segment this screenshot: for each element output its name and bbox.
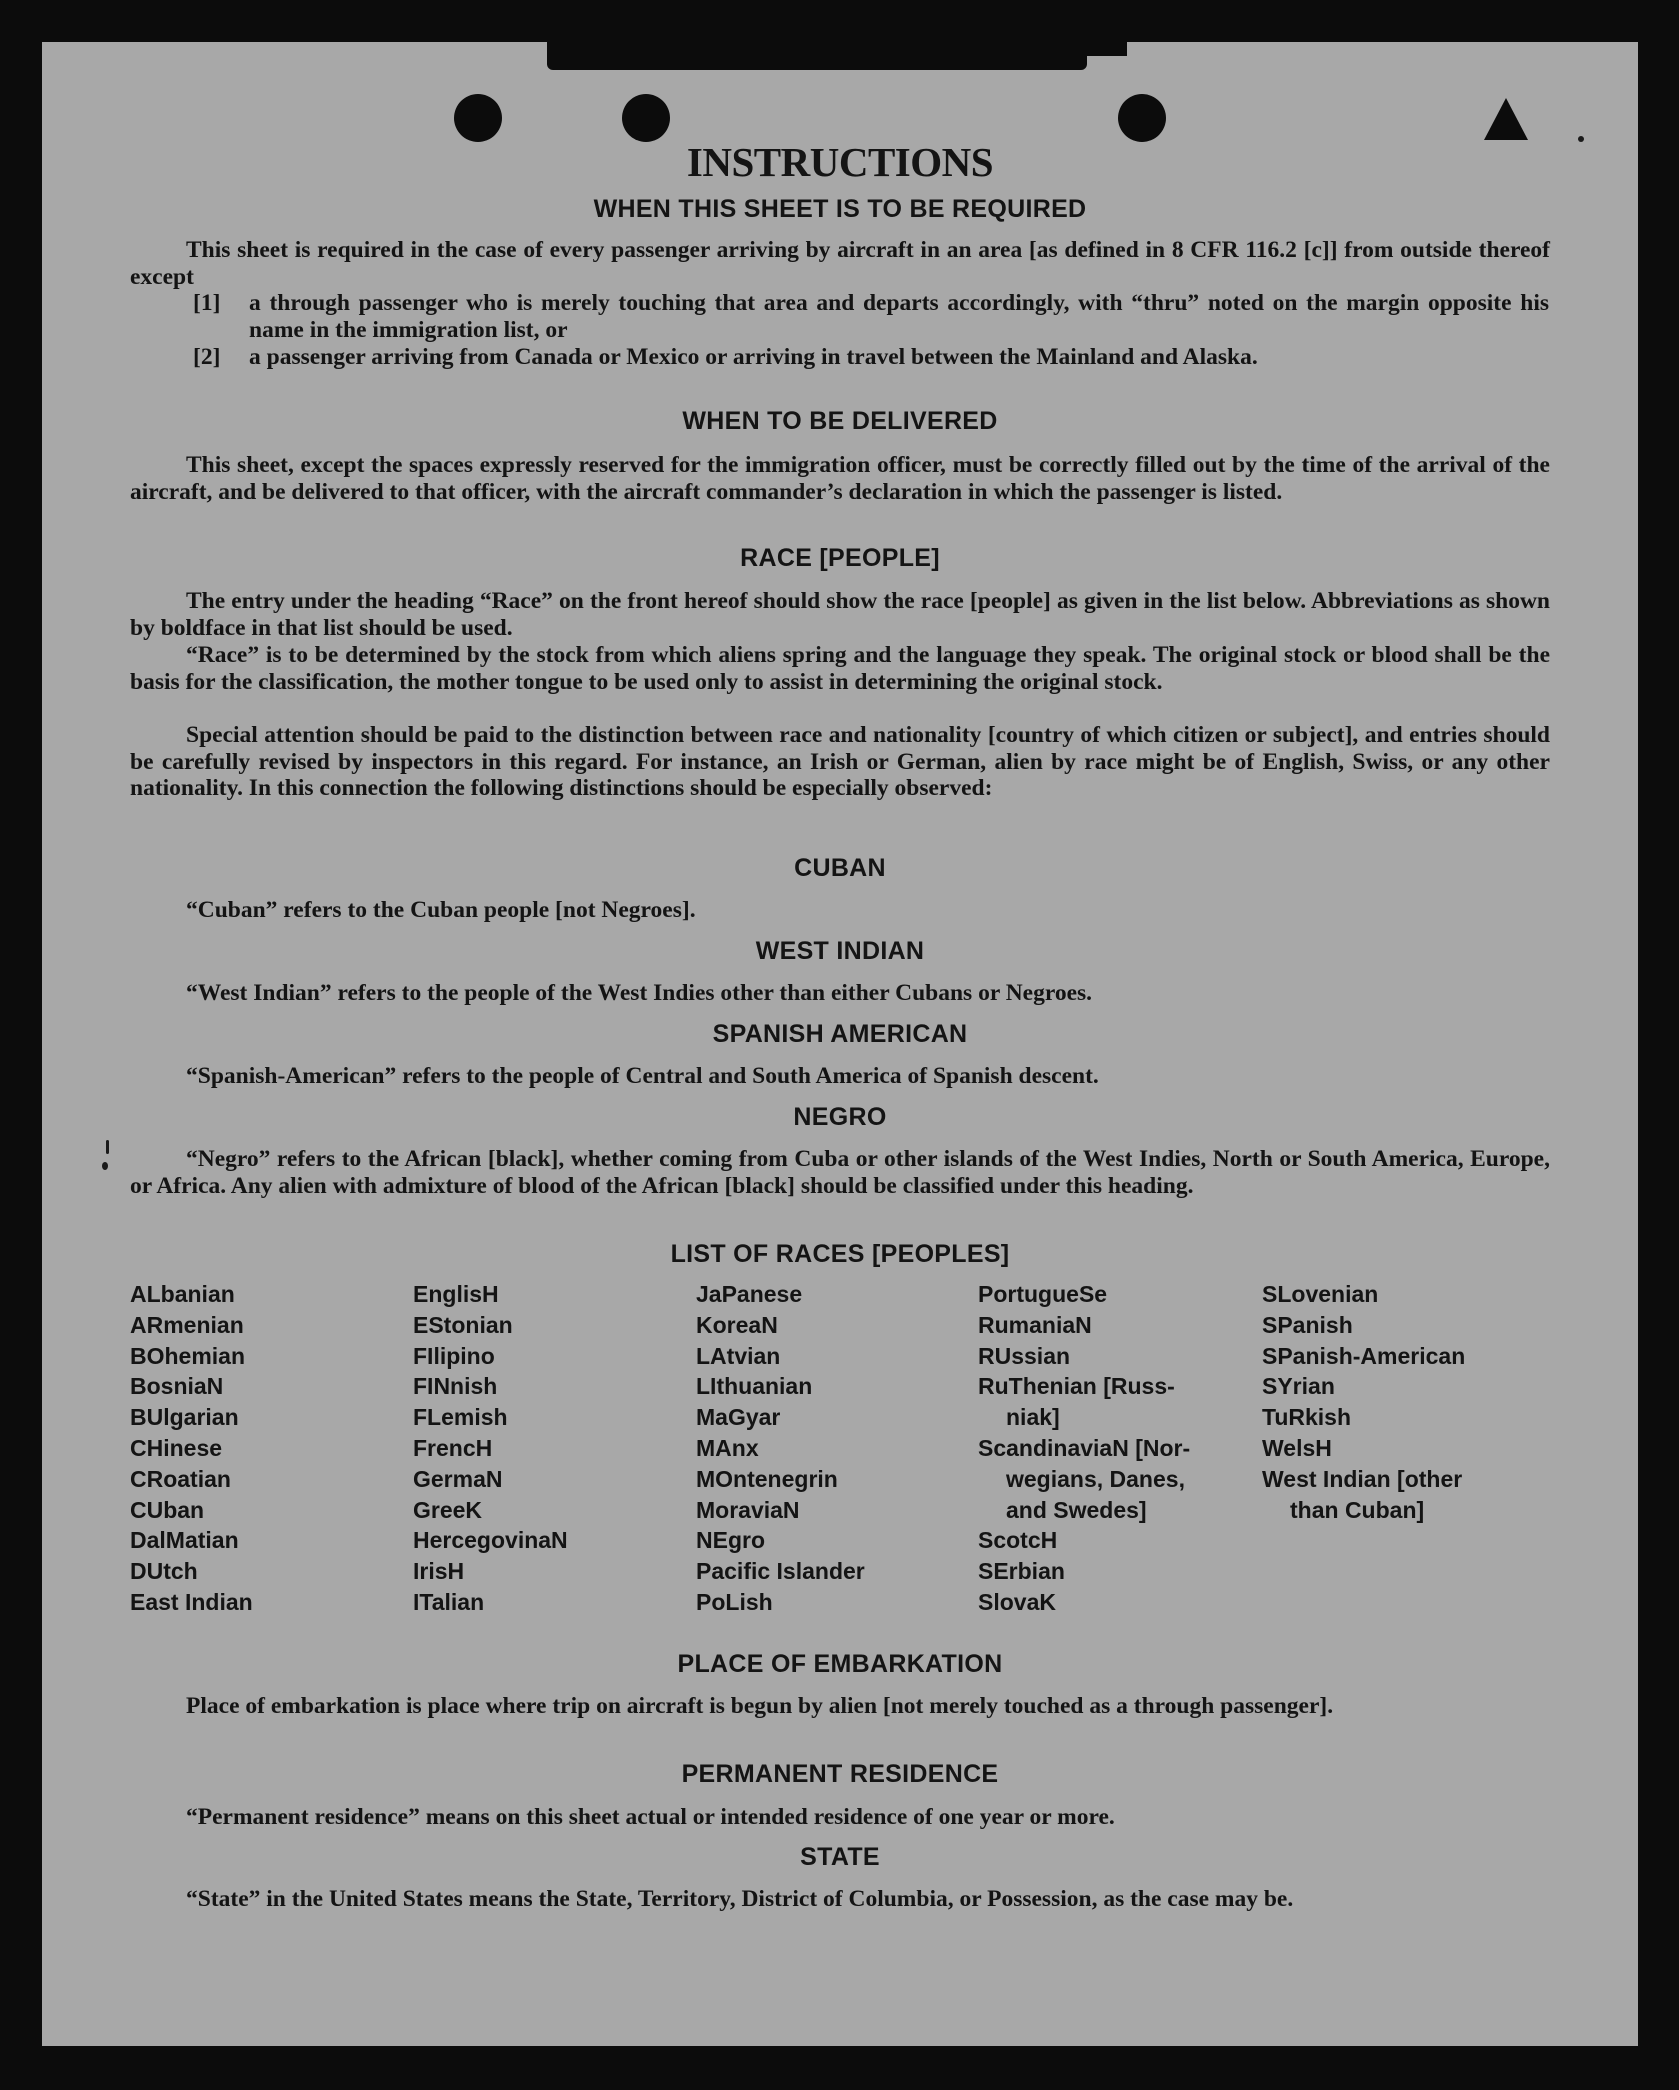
race-entry: Pacific Islander [696, 1558, 865, 1585]
race-paragraph-3: Special attention should be paid to the distinction between race and nationality [country of which citizen or subject], and entries should be carefully revised by inspectors in this regard. For instance, an Irish or German, alien by race might be of English, Swiss, or any other nationality. In this connection the following distinctions should be especially observed: [130, 722, 1550, 802]
heading-when-delivered: WHEN TO BE DELIVERED [682, 407, 998, 435]
race-entry-continued: and Swedes] [1006, 1496, 1147, 1523]
exception-number: [1] [193, 290, 221, 316]
race-entry: West Indian [other [1262, 1465, 1463, 1492]
heading-negro: NEGRO [793, 1103, 887, 1131]
race-entry: BOhemian [130, 1342, 246, 1369]
races-column-5 [1262, 1279, 1552, 1525]
race-entry-continued: niak] [1006, 1404, 1060, 1431]
race-entry: SErbian [978, 1558, 1065, 1585]
when-delivered-text: This sheet, except the spaces expressly reserved for the immigration officer, must be correctly filled out by the time of the arrival of the aircraft, and be delivered to that officer, with the aircraft commander’s declaration in which the passenger is listed. [130, 452, 1550, 505]
race-entry: LAtvian [696, 1342, 781, 1369]
exception-number: [2] [193, 344, 221, 370]
race-entry: SYrian [1262, 1373, 1335, 1400]
race-paragraph-2: “Race” is to be determined by the stock from which aliens spring and the language they speak. The original stock or blood shall be the basis for the classification, the mother tongue to be used only to assist in determining the original stock. [130, 642, 1550, 695]
races-column-1 [130, 1279, 420, 1618]
punch-hole [454, 94, 502, 142]
race-entry: BosniaN [130, 1373, 224, 1400]
spanish-american-text: “Spanish-American” refers to the people of Central and South America of Spanish descent. [186, 1063, 1099, 1089]
race-entry: CRoatian [130, 1465, 231, 1492]
when-required-intro: This sheet is required in the case of every passenger arriving by aircraft in an area [as defined in 8 CFR 116.2 [c]] from outside thereof except [130, 237, 1550, 290]
race-entry: EStonian [413, 1311, 513, 1338]
ink-speck [102, 1162, 108, 1170]
race-entry: EnglisH [413, 1281, 499, 1307]
race-paragraph-1: The entry under the heading “Race” on the front hereof should show the race [people] as given in the list below. Abbreviations as shown by boldface in that list should be used. [130, 588, 1550, 641]
exception-item-2 [193, 344, 1549, 371]
heading-west-indian: WEST INDIAN [755, 937, 925, 965]
race-entry: FIlipino [413, 1342, 495, 1369]
race-entry-continued: wegians, Danes, [1006, 1465, 1185, 1492]
negro-text: “Negro” refers to the African [black], whether coming from Cuba or other islands of the West Indies, North or South America, Europe, or Africa. Any alien with admixture of blood of the African [black] should be classified under this heading. [130, 1146, 1550, 1199]
race-entry: KoreaN [696, 1311, 778, 1338]
heading-permanent-residence: PERMANENT RESIDENCE [681, 1760, 999, 1788]
document-title: INSTRUCTIONS [686, 139, 994, 185]
ink-speck [106, 1140, 109, 1154]
race-entry: ScandinaviaN [Nor- [978, 1434, 1191, 1461]
races-column-4 [978, 1279, 1268, 1618]
punch-hole [622, 94, 670, 142]
race-entry: DUtch [130, 1558, 198, 1585]
race-entry: MoraviaN [696, 1496, 800, 1523]
exception-item-1 [193, 290, 1549, 343]
state-text: “State” in the United States means the State, Territory, District of Columbia, or Possession, as the case may be. [186, 1886, 1294, 1912]
race-entry: PortugueSe [978, 1281, 1108, 1307]
heading-spanish-american: SPANISH AMERICAN [712, 1020, 968, 1048]
race-entry: ARmenian [130, 1311, 244, 1338]
embarkation-text: Place of embarkation is place where trip on aircraft is begun by alien [not merely touched as a through passenger]. [186, 1693, 1334, 1719]
cuban-text: “Cuban” refers to the Cuban people [not Negroes]. [186, 897, 696, 923]
corner-triangle-mark [1484, 98, 1528, 140]
race-entry: MOntenegrin [696, 1465, 838, 1492]
heading-embarkation: PLACE OF EMBARKATION [677, 1650, 1003, 1678]
punch-hole [1118, 94, 1166, 142]
race-entry: PoLish [696, 1588, 773, 1615]
race-entry: RuThenian [Russ- [978, 1373, 1175, 1400]
race-entry: SLovenian [1262, 1281, 1379, 1307]
torn-top-edge [547, 42, 1087, 70]
races-column-3 [696, 1279, 986, 1618]
heading-when-required: WHEN THIS SHEET IS TO BE REQUIRED [593, 195, 1087, 223]
race-entry: NEgro [696, 1527, 765, 1554]
race-entry-continued: than Cuban] [1290, 1496, 1425, 1523]
west-indian-text: “West Indian” refers to the people of the West Indies other than either Cubans or Negroes. [186, 980, 1093, 1006]
heading-cuban: CUBAN [794, 854, 886, 882]
race-entry: East Indian [130, 1588, 253, 1615]
race-entry: FINnish [413, 1373, 498, 1400]
race-entry: GreeK [413, 1496, 483, 1523]
race-entry: TuRkish [1262, 1404, 1352, 1431]
race-entry: FrencH [413, 1434, 493, 1461]
race-entry: MaGyar [696, 1404, 781, 1431]
race-entry: RumaniaN [978, 1311, 1092, 1338]
race-entry: LIthuanian [696, 1373, 813, 1400]
race-entry: ALbanian [130, 1281, 235, 1307]
race-entry: CHinese [130, 1434, 223, 1461]
race-entry: SPanish [1262, 1311, 1353, 1338]
exception-text: a through passenger who is merely touching that area and departs accordingly, with “thru” noted on the margin opposite his name in the immigration list, or [249, 290, 1549, 343]
heading-race: RACE [PEOPLE] [740, 544, 940, 572]
permanent-residence-text: “Permanent residence” means on this sheet actual or intended residence of one year or more. [186, 1804, 1115, 1830]
races-column-2 [413, 1279, 703, 1618]
race-entry: ITalian [413, 1588, 485, 1615]
race-entry: BUlgarian [130, 1404, 239, 1431]
race-entry: ScotcH [978, 1527, 1058, 1554]
heading-state: STATE [800, 1843, 880, 1871]
race-entry: WelsH [1262, 1434, 1332, 1461]
exception-text: a passenger arriving from Canada or Mexico or arriving in travel between the Mainland and Alaska. [249, 344, 1258, 370]
race-entry: FLemish [413, 1404, 508, 1431]
race-entry: SPanish-American [1262, 1342, 1466, 1369]
race-entry: SlovaK [978, 1588, 1056, 1615]
races-list [130, 1279, 1570, 1615]
race-entry: RUssian [978, 1342, 1071, 1369]
document-page [42, 42, 1638, 2046]
race-entry: DalMatian [130, 1527, 239, 1554]
race-entry: MAnx [696, 1434, 759, 1461]
race-entry: HercegovinaN [413, 1527, 568, 1554]
race-entry: GermaN [413, 1465, 503, 1492]
race-entry: JaPanese [696, 1281, 803, 1307]
race-entry: IrisH [413, 1558, 465, 1585]
race-entry: CUban [130, 1496, 205, 1523]
heading-list-of-races: LIST OF RACES [PEOPLES] [670, 1240, 1010, 1268]
